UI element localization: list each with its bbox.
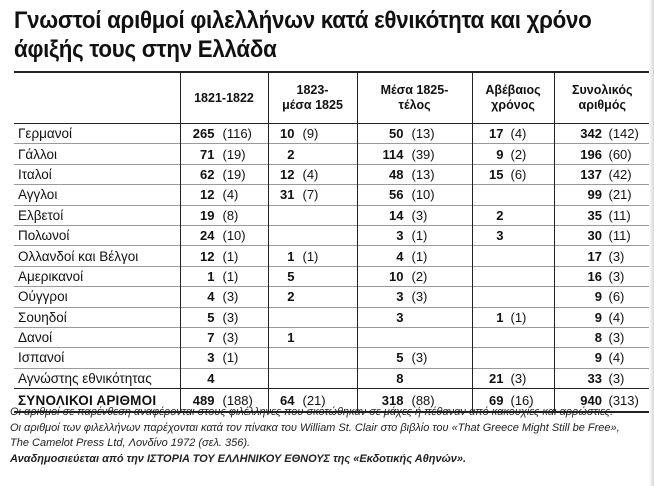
value-cell: [268, 307, 357, 327]
count-value: 342: [580, 126, 602, 142]
header-1823-mid-1825: 1823- μέσα 1825: [268, 73, 357, 124]
count-value: 2: [287, 146, 295, 162]
count-value: 50: [389, 126, 404, 142]
casualty-value: (3): [222, 330, 239, 346]
value-cell: [180, 327, 268, 347]
nationality-cell: Ολλανδοί και Βέλγοι: [14, 246, 180, 266]
table-row: [14, 327, 650, 347]
count-value: 3: [396, 309, 404, 325]
casualty-value: (2): [510, 146, 527, 162]
casualty-value: (7): [302, 187, 319, 203]
footnotes: [10, 405, 650, 467]
count-value: 318: [381, 392, 404, 408]
count-value: 12: [200, 248, 215, 264]
value-cell: [268, 327, 357, 347]
nationality-cell: Δανοί: [14, 327, 180, 347]
nationality-cell: Αγγλοι: [14, 185, 180, 205]
casualty-value: (3): [608, 268, 625, 284]
value-cell: [472, 307, 554, 327]
casualty-value: (9): [302, 126, 319, 142]
value-cell: [180, 225, 268, 245]
table-row: [14, 205, 650, 225]
casualty-value: (10): [222, 228, 246, 244]
table-row: [14, 225, 650, 245]
value-cell: [472, 164, 554, 184]
casualty-value: (4): [608, 309, 625, 325]
value-cell: [554, 205, 650, 225]
value-cell: [472, 348, 554, 368]
value-cell: [472, 287, 554, 307]
value-cell: [180, 124, 268, 144]
title-line-2: άφιξής τους στην Ελλάδα: [14, 36, 277, 63]
value-cell: [180, 368, 268, 388]
count-value: 9: [594, 350, 602, 366]
casualty-value: (188): [222, 392, 253, 408]
table-row: [14, 246, 650, 266]
nationality-cell: Γερμανοί: [14, 124, 180, 144]
count-value: 196: [580, 146, 602, 162]
header-total: Συνολικός αριθμός: [554, 73, 650, 124]
table-row: [14, 185, 650, 205]
count-value: 5: [207, 309, 215, 325]
count-value: 1: [207, 268, 215, 284]
value-cell: [472, 144, 554, 164]
count-value: 12: [200, 187, 215, 203]
casualty-value: (4): [510, 126, 527, 142]
count-value: 3: [396, 228, 404, 244]
value-cell: [268, 287, 357, 307]
count-value: 1: [496, 309, 504, 325]
header-mid-1825-end: Μέσα 1825- τέλος: [357, 73, 472, 124]
value-cell: [554, 307, 650, 327]
nationality-cell: Αμερικανοί: [14, 266, 180, 286]
value-cell: [180, 144, 268, 164]
value-cell: [357, 246, 472, 266]
value-cell: [180, 246, 268, 266]
count-value: 9: [594, 309, 602, 325]
table-row: [14, 348, 650, 368]
title-line-1: Γνωστοί αριθμοί φιλελλήνων κατά εθνικότητα και χρόνο: [14, 7, 592, 34]
casualty-value: (11): [608, 228, 631, 244]
table-row: [14, 307, 650, 327]
casualty-value: (3): [510, 370, 527, 386]
count-value: 69: [489, 392, 504, 408]
count-value: 12: [280, 166, 295, 182]
nationality-cell: Ελβετοί: [14, 205, 180, 225]
value-cell: [268, 368, 357, 388]
value-cell: [357, 185, 472, 205]
casualty-value: (8): [222, 207, 239, 223]
count-value: 8: [594, 330, 602, 346]
value-cell: [554, 266, 650, 286]
value-cell: [554, 246, 650, 266]
value-cell: [472, 246, 554, 266]
value-cell: [554, 144, 650, 164]
count-value: 2: [287, 289, 295, 305]
value-cell: [268, 124, 357, 144]
value-cell: [357, 368, 472, 388]
count-value: 17: [489, 126, 504, 142]
casualty-value: (2): [411, 268, 428, 284]
value-cell: [554, 348, 650, 368]
count-value: 4: [207, 370, 215, 386]
value-cell: [554, 327, 650, 347]
nationality-cell: Ισπανοί: [14, 348, 180, 368]
value-cell: [472, 266, 554, 286]
count-value: 19: [200, 207, 215, 223]
value-cell: [180, 164, 268, 184]
casualty-value: (42): [608, 166, 632, 182]
value-cell: [554, 368, 650, 388]
count-value: 5: [287, 268, 295, 284]
footnote-parentheses: Οι αριθμοί σε παρένθεση αναφέρονται στους φιλέλληνες που σκοτώθηκαν σε μάχες ή πέθαναν από κακουχίες και αρρώστιες.: [10, 406, 614, 418]
value-cell: [554, 185, 650, 205]
nationality-cell: Γάλλοι: [14, 144, 180, 164]
casualty-value: (142): [608, 126, 639, 142]
casualty-value: (1): [510, 309, 527, 325]
count-value: 30: [587, 228, 602, 244]
count-value: 8: [396, 370, 404, 386]
casualty-value: (13): [411, 166, 435, 182]
casualty-value: (4): [222, 187, 239, 203]
value-cell: [357, 164, 472, 184]
casualty-value: (21): [608, 187, 632, 203]
nationality-cell: Πολωνοί: [14, 225, 180, 245]
count-value: 265: [192, 126, 215, 142]
nationality-cell: Αγνώστης εθνικότητας: [14, 368, 180, 388]
count-value: 1: [287, 248, 295, 264]
value-cell: [472, 185, 554, 205]
casualty-value: (3): [411, 350, 428, 366]
casualty-value: (11): [608, 207, 631, 223]
casualty-value: (13): [411, 126, 435, 142]
casualty-value: (1): [222, 350, 239, 366]
value-cell: [357, 124, 472, 144]
casualty-value: (313): [608, 392, 639, 408]
casualty-value: (1): [411, 248, 428, 264]
count-value: 3: [396, 289, 404, 305]
value-cell: [268, 205, 357, 225]
casualty-value: (16): [510, 392, 534, 408]
casualty-value: (3): [608, 248, 625, 264]
count-value: 1: [287, 330, 295, 346]
count-value: 71: [200, 146, 215, 162]
casualty-value: (88): [411, 392, 435, 408]
count-value: 21: [489, 370, 504, 386]
value-cell: [357, 287, 472, 307]
count-value: 35: [587, 207, 602, 223]
value-cell: [268, 185, 357, 205]
value-cell: [180, 266, 268, 286]
value-cell: [268, 144, 357, 164]
value-cell: [554, 225, 650, 245]
count-value: 2: [496, 207, 504, 223]
count-value: 137: [580, 166, 602, 182]
count-value: 9: [594, 289, 602, 305]
table-row: [14, 368, 650, 388]
nationality-cell: ΣΥΝΟΛΙΚΟΙ ΑΡΙΘΜΟΙ: [14, 389, 180, 413]
count-value: 48: [389, 166, 404, 182]
header-1821-1822: 1821-1822: [180, 73, 268, 124]
table-row: [14, 144, 650, 164]
casualty-value: (116): [222, 126, 252, 142]
value-cell: [180, 287, 268, 307]
count-value: 4: [207, 289, 215, 305]
value-cell: [554, 124, 650, 144]
count-value: 4: [396, 248, 404, 264]
count-value: 10: [389, 268, 404, 284]
value-cell: [554, 287, 650, 307]
casualty-value: (19): [222, 146, 246, 162]
count-value: 3: [207, 350, 215, 366]
scan-edge-shadow: [649, 0, 654, 486]
count-value: 24: [200, 228, 215, 244]
count-value: 14: [389, 207, 404, 223]
value-cell: [472, 205, 554, 225]
header-nationality: [14, 73, 180, 124]
value-cell: [180, 205, 268, 225]
value-cell: [357, 205, 472, 225]
table-row: [14, 124, 650, 144]
table-row: [14, 287, 650, 307]
table-row: [14, 164, 650, 184]
value-cell: [180, 348, 268, 368]
casualty-value: (3): [411, 289, 428, 305]
value-cell: [268, 266, 357, 286]
casualty-value: (60): [608, 146, 632, 162]
count-value: 17: [587, 248, 602, 264]
count-value: 489: [192, 392, 215, 408]
casualty-value: (10): [411, 187, 435, 203]
count-value: 9: [496, 146, 504, 162]
count-value: 940: [580, 392, 602, 408]
value-cell: [357, 348, 472, 368]
count-value: 62: [200, 166, 215, 182]
count-value: 15: [489, 166, 504, 182]
value-cell: [357, 266, 472, 286]
casualty-value: (21): [302, 392, 326, 408]
value-cell: [268, 225, 357, 245]
value-cell: [357, 144, 472, 164]
casualty-value: (3): [222, 289, 239, 305]
nationality-cell: Σουηδοί: [14, 307, 180, 327]
count-value: 16: [587, 268, 602, 284]
value-cell: [554, 164, 650, 184]
count-value: 7: [207, 330, 215, 346]
count-value: 10: [280, 126, 295, 142]
nationality-cell: Ιταλοί: [14, 164, 180, 184]
casualty-value: (3): [411, 207, 428, 223]
casualty-value: (3): [608, 330, 625, 346]
page-title: [14, 6, 600, 64]
table-row: [14, 266, 650, 286]
nationality-cell: Ούγγροι: [14, 287, 180, 307]
casualty-value: (39): [411, 146, 435, 162]
casualty-value: (1): [222, 248, 239, 264]
casualty-value: (6): [608, 289, 625, 305]
footnote-source: Οι αριθμοί των φιλελλήνων παρέχονται κατά τον πίνακα του William St. Clair στο βιβλίο του «That Greece Might Still be Free»,: [10, 421, 620, 434]
casualty-value: (4): [302, 166, 319, 182]
value-cell: [472, 124, 554, 144]
value-cell: [268, 246, 357, 266]
value-cell: [180, 307, 268, 327]
value-cell: [472, 225, 554, 245]
casualty-value: (1): [222, 268, 239, 284]
value-cell: [357, 225, 472, 245]
value-cell: [268, 164, 357, 184]
value-cell: [472, 327, 554, 347]
value-cell: [180, 185, 268, 205]
count-value: 31: [280, 187, 295, 203]
table-header-row: [14, 73, 650, 124]
value-cell: [472, 368, 554, 388]
count-value: 99: [587, 187, 602, 203]
value-cell: [268, 348, 357, 368]
casualty-value: (4): [608, 350, 625, 366]
footnote-republication: Αναδημοσιεύεται από την ΙΣΤΟΡΙΑ ΤΟΥ ΕΛΛΗΝΙΚΟΥ ΕΘΝΟΥΣ της «Εκδοτικής Αθηνών».: [10, 452, 467, 465]
count-value: 64: [280, 392, 295, 408]
count-value: 3: [496, 228, 504, 244]
header-uncertain-time: Αβέβαιος χρόνος: [472, 73, 554, 124]
value-cell: [357, 327, 472, 347]
philhellenes-table: [14, 73, 650, 413]
casualty-value: (1): [411, 228, 428, 244]
casualty-value: (3): [222, 309, 239, 325]
value-cell: [357, 307, 472, 327]
casualty-value: (19): [222, 166, 246, 182]
casualty-value: (3): [608, 370, 625, 386]
casualty-value: (1): [302, 248, 319, 264]
casualty-value: (6): [510, 166, 527, 182]
count-value: 5: [396, 350, 404, 366]
count-value: 114: [382, 146, 404, 162]
count-value: 33: [587, 370, 602, 386]
footnote-publisher: The Camelot Press Ltd, Λονδίνο 1972 (σελ. 356).: [10, 437, 251, 449]
count-value: 56: [389, 187, 404, 203]
